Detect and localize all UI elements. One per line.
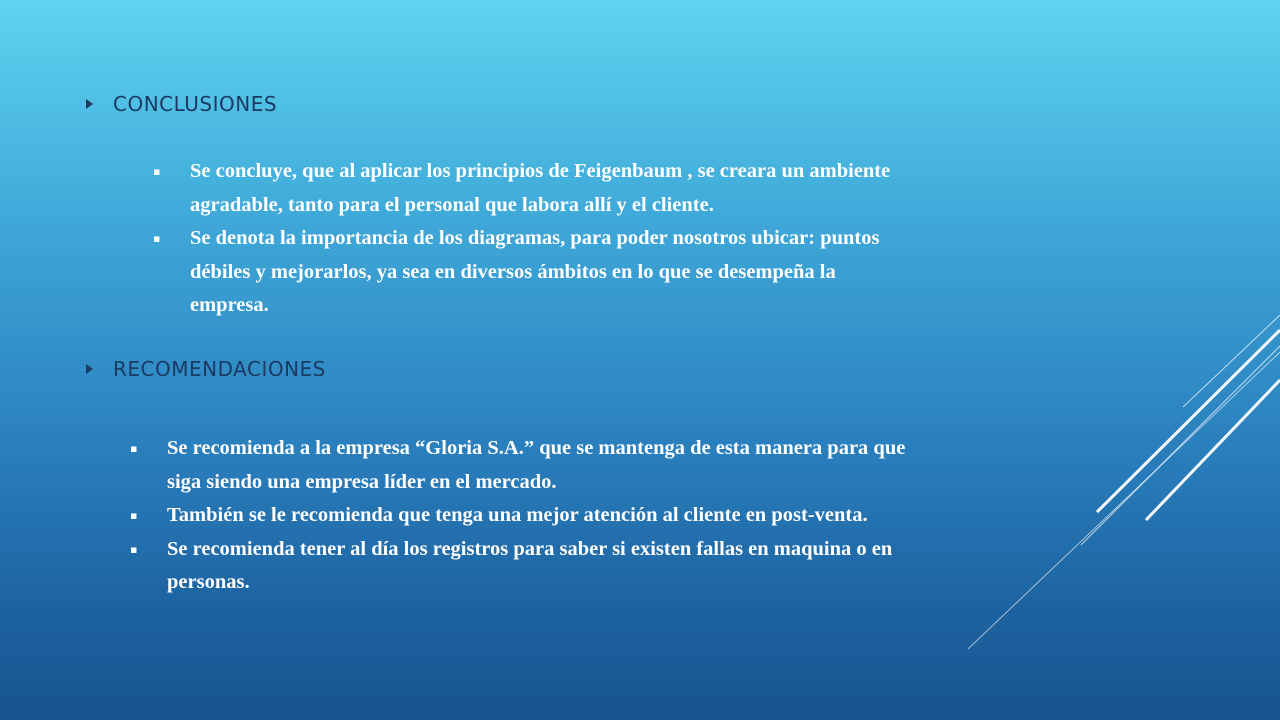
list-item-text: También se le recomienda que tenga una mejor atención al cliente en post-venta. [167, 504, 868, 526]
list-item-text: Se recomienda a la empresa “Gloria S.A.” que se mantenga de esta manera para que siga siendo una empresa líder en el mercado. [167, 437, 906, 493]
conclusiones-list [153, 155, 913, 323]
square-bullet-icon: ▪ [153, 165, 161, 178]
section-heading-conclusiones [86, 92, 277, 116]
section-heading-recomendaciones [86, 357, 326, 381]
list-item [130, 432, 940, 499]
deco-line [1146, 380, 1280, 520]
list-item [130, 533, 940, 600]
list-item-text: Se denota la importancia de los diagramas, para poder nosotros ubicar: puntos débiles y mejorarlos, ya sea en diversos ámbitos en lo que se desempeña la empresa. [190, 227, 880, 316]
square-bullet-icon: ▪ [130, 509, 138, 522]
list-item [153, 222, 913, 323]
square-bullet-icon: ▪ [153, 232, 161, 245]
section-title: CONCLUSIONES [113, 92, 278, 116]
triangle-right-icon [86, 364, 93, 374]
square-bullet-icon: ▪ [130, 542, 138, 556]
section-title: RECOMENDACIONES [113, 357, 326, 381]
deco-line [1097, 330, 1280, 512]
recomendaciones-list [130, 432, 940, 600]
triangle-right-icon [86, 99, 93, 109]
list-item-text: Se recomienda tener al día los registros para saber si existen fallas en maquina o en personas. [167, 537, 893, 593]
list-item [153, 155, 913, 222]
list-item-text: Se concluye, que al aplicar los principios de Feigenbaum , se creara un ambiente agradable, tanto para el personal que labora allí y el cliente. [190, 160, 891, 216]
deco-line [968, 352, 1280, 649]
list-item [130, 499, 940, 533]
square-bullet-icon: ▪ [130, 442, 138, 455]
deco-line [1081, 346, 1280, 545]
